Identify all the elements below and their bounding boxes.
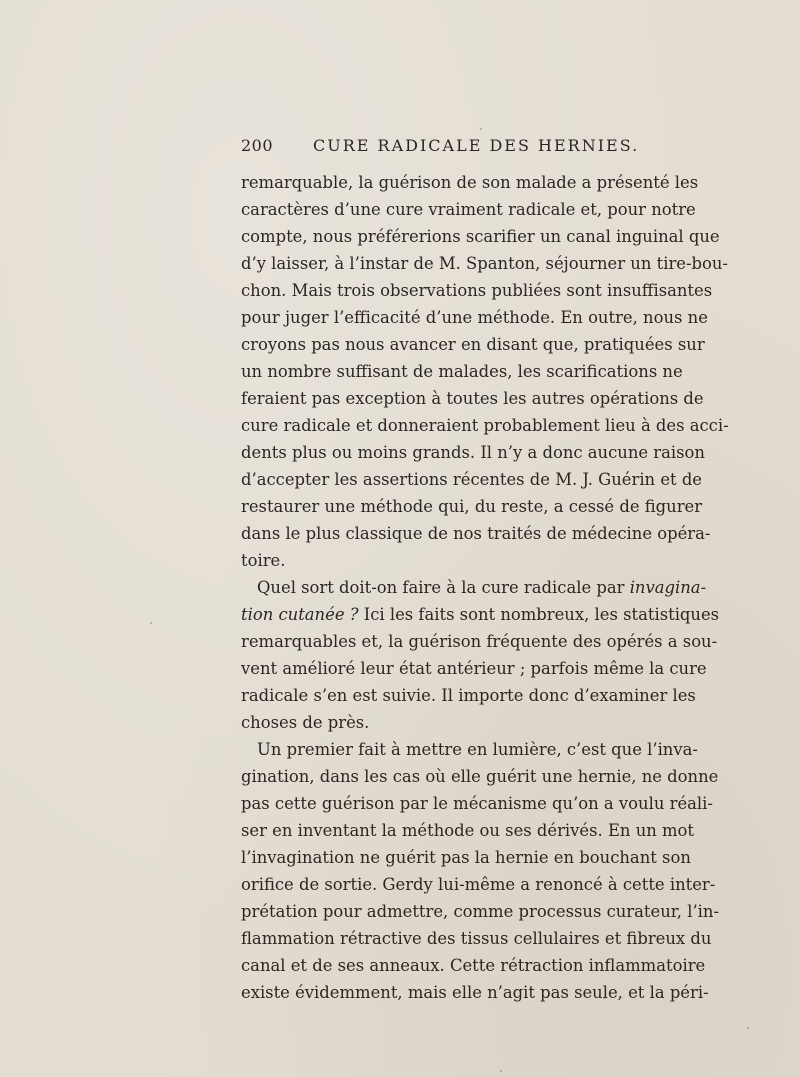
italic-term: tion cutanée ? xyxy=(241,605,359,624)
text-line: prétation pour admettre, comme processus curateur, l’in- xyxy=(241,902,719,921)
page-number: 200 xyxy=(241,136,274,155)
text-line: caractères d’une cure vraiment radicale et, pour notre xyxy=(241,200,696,219)
text-segment: Quel sort doit-on faire à la cure radicale par xyxy=(257,578,630,597)
paper-speck xyxy=(500,1070,502,1072)
text-line: choses de près. xyxy=(241,713,370,732)
text-line: un nombre suffisant de malades, les scarifications ne xyxy=(241,362,683,381)
text-line: croyons pas nous avancer en disant que, pratiquées sur xyxy=(241,335,705,354)
paper-speck xyxy=(480,128,482,130)
text-line: existe évidemment, mais elle n’agit pas seule, et la péri- xyxy=(241,983,709,1002)
paper-speck xyxy=(747,1027,749,1029)
paper-speck xyxy=(603,997,605,999)
text-line: radicale s’en est suivie. Il importe donc d’examiner les xyxy=(241,686,696,705)
text-line: chon. Mais trois observations publiées sont insuffisantes xyxy=(241,281,713,300)
text-line: l’invagination ne guérit pas la hernie en bouchant son xyxy=(241,848,691,867)
running-head xyxy=(241,136,646,160)
text-line: remarquables et, la guérison fréquente des opérés a sou- xyxy=(241,632,718,651)
text-line: cure radicale et donneraient probablement lieu à des acci- xyxy=(241,416,729,435)
text-line: canal et de ses anneaux. Cette rétraction inflammatoire xyxy=(241,956,706,975)
text-line: gination, dans les cas où elle guérit une hernie, ne donne xyxy=(241,767,719,786)
paper-speck xyxy=(330,942,332,944)
text-line: pas cette guérison par le mécanisme qu’on a voulu réali- xyxy=(241,794,713,813)
italic-term: invagina- xyxy=(629,578,707,597)
paper-speck xyxy=(150,622,152,624)
text-line xyxy=(241,601,720,628)
text-line: toire. xyxy=(241,551,286,570)
text-line: dents plus ou moins grands. Il n’y a donc aucune raison xyxy=(241,443,705,462)
text-line-paragraph-start: Un premier fait à mettre en lumière, c’est que l’inva- xyxy=(257,740,698,759)
body-text xyxy=(241,169,729,1006)
text-line: remarquable, la guérison de son malade a présenté les xyxy=(241,173,699,192)
text-line: ser en inventant la méthode ou ses dérivés. En un mot xyxy=(241,821,695,840)
text-line: vent amélioré leur état antérieur ; parfois même la cure xyxy=(241,659,707,678)
text-line-paragraph-start xyxy=(241,574,707,601)
text-line: restaurer une méthode qui, du reste, a cessé de figurer xyxy=(241,497,703,516)
text-segment: Ici les faits sont nombreux, les statistiques xyxy=(358,605,720,624)
text-line: dans le plus classique de nos traités de médecine opéra- xyxy=(241,524,711,543)
text-line: compte, nous préférerions scarifier un canal inguinal que xyxy=(241,227,720,246)
text-line: flammation rétractive des tissus cellulaires et fibreux du xyxy=(241,929,712,948)
text-line: feraient pas exception à toutes les autres opérations de xyxy=(241,389,704,408)
text-line: d’y laisser, à l’instar de M. Spanton, séjourner un tire-bou- xyxy=(241,254,728,273)
text-line: pour juger l’efficacité d’une méthode. En outre, nous ne xyxy=(241,308,708,327)
text-line: d’accepter les assertions récentes de M. J. Guérin et de xyxy=(241,470,703,489)
running-title: CURE RADICALE DES HERNIES. xyxy=(313,136,640,155)
text-line: orifice de sortie. Gerdy lui-même a renoncé à cette inter- xyxy=(241,875,716,894)
